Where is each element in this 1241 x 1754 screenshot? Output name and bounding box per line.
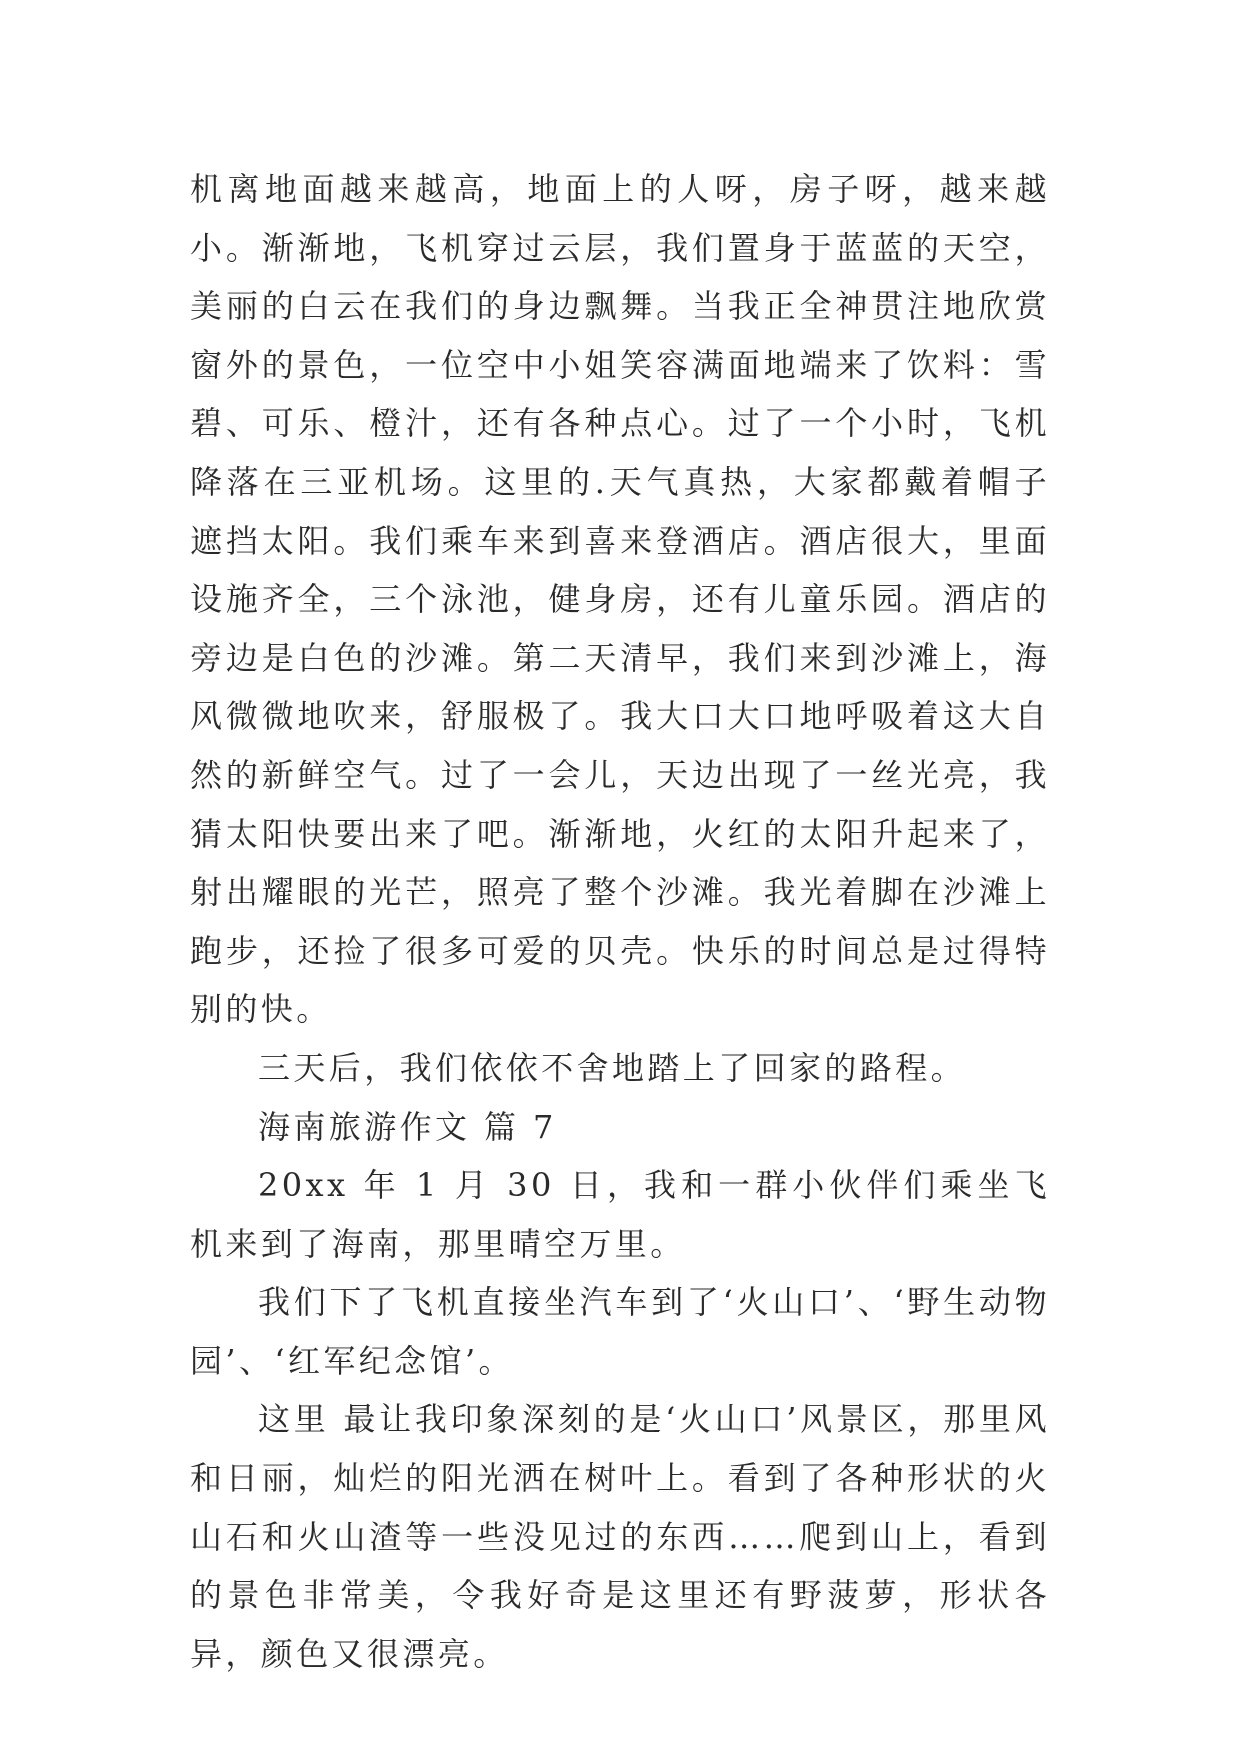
- paragraph-arrival: 20xx 年 1 月 30 日，我和一群小伙伴们乘坐飞机来到了海南，那里晴空万里。: [190, 1166, 1050, 1263]
- paragraph-travel-narrative: 机离地面越来越高，地面上的人呀，房子呀，越来越小。渐渐地，飞机穿过云层，我们置身于蓝蓝的天空，美丽的白云在我们的身边飘舞。当我正全神贯注地欣赏窗外的景色，一位空中小姐笑容满面地端来了饮料：雪碧、可乐、橙汁，还有各种点心。过了一个小时，飞机降落在三亚机场。这里的.天气真热，大家都戴着帽子遮挡太阳。我们乘车来到喜来登酒店。酒店很大，里面设施齐全，三个泳池，健身房，还有儿童乐园。酒店的旁边是白色的沙滩。第二天清早，我们来到沙滩上，海风微微地吹来，舒服极了。我大口大口地呼吸着这大自然的新鲜空气。过了一会儿，天边出现了一丝光亮，我猜太阳快要出来了吧。渐渐地，火红的太阳升起来了，射出耀眼的光芒，照亮了整个沙滩。我光着脚在沙滩上跑步，还捡了很多可爱的贝壳。快乐的时间总是过得特别的快。: [190, 170, 1050, 1029]
- section-heading: 海南旅游作文 篇 7: [258, 1107, 557, 1146]
- document-body: [190, 160, 1050, 1683]
- paragraph-volcano-crater: 这里 最让我印象深刻的是‘火山口’风景区，那里风和日丽，灿烂的阳光洒在树叶上。看到了各种形状的火山石和火山渣等一些没见过的东西……爬到山上，看到的景色非常美，令我好奇是这里还有野菠萝，形状各异，颜色又很漂亮。: [190, 1400, 1050, 1673]
- paragraph-return-home: 三天后，我们依依不舍地踏上了回家的路程。: [258, 1048, 967, 1087]
- paragraph-attractions: 我们下了飞机直接坐汽车到了‘火山口’、‘野生动物园’、‘红军纪念馆’。: [190, 1283, 1050, 1380]
